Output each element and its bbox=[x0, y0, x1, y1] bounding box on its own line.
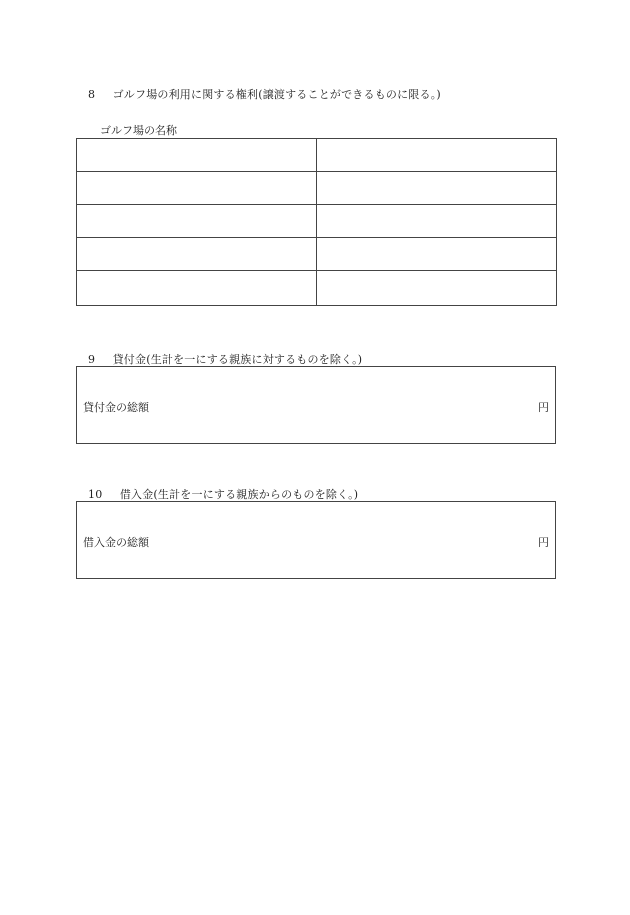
section-9-heading bbox=[88, 351, 362, 367]
section-9-title: 貸付金(生計を一にする親族に対するものを除く。) bbox=[112, 353, 363, 366]
section-10-heading bbox=[88, 486, 358, 502]
borrowing-unit: 円 bbox=[538, 536, 549, 549]
table-row bbox=[77, 205, 557, 238]
section-9-number: 9 bbox=[88, 353, 96, 366]
golf-course-detail-cell[interactable] bbox=[317, 271, 557, 306]
section-8-title: ゴルフ場の利用に関する権利(譲渡することができるものに限る。) bbox=[112, 88, 441, 101]
golf-course-name-cell[interactable] bbox=[77, 205, 317, 238]
loan-receivable-total-label: 貸付金の総額 bbox=[83, 401, 149, 414]
golf-course-detail-cell[interactable] bbox=[317, 172, 557, 205]
loan-receivable-total-value[interactable] bbox=[207, 399, 507, 413]
borrowing-total-value[interactable] bbox=[207, 534, 507, 548]
table-row bbox=[77, 271, 557, 306]
golf-course-detail-cell[interactable] bbox=[317, 139, 557, 172]
table-row bbox=[77, 238, 557, 271]
loan-receivable-box bbox=[76, 366, 556, 444]
table-row bbox=[77, 139, 557, 172]
golf-course-detail-cell[interactable] bbox=[317, 238, 557, 271]
golf-course-name-cell[interactable] bbox=[77, 172, 317, 205]
golf-course-table bbox=[76, 138, 557, 306]
section-8-number: 8 bbox=[88, 88, 96, 101]
borrowing-total-label: 借入金の総額 bbox=[83, 536, 149, 549]
golf-course-name-cell[interactable] bbox=[77, 271, 317, 306]
golf-course-name-label: ゴルフ場の名称 bbox=[100, 124, 177, 137]
section-10-number: 10 bbox=[88, 488, 103, 501]
section-10-title: 借入金(生計を一にする親族からのものを除く。) bbox=[119, 488, 359, 501]
loan-receivable-unit: 円 bbox=[538, 401, 549, 414]
borrowing-box bbox=[76, 501, 556, 579]
section-8-heading bbox=[88, 86, 441, 102]
golf-course-name-cell[interactable] bbox=[77, 139, 317, 172]
golf-course-name-cell[interactable] bbox=[77, 238, 317, 271]
golf-course-detail-cell[interactable] bbox=[317, 205, 557, 238]
table-row bbox=[77, 172, 557, 205]
